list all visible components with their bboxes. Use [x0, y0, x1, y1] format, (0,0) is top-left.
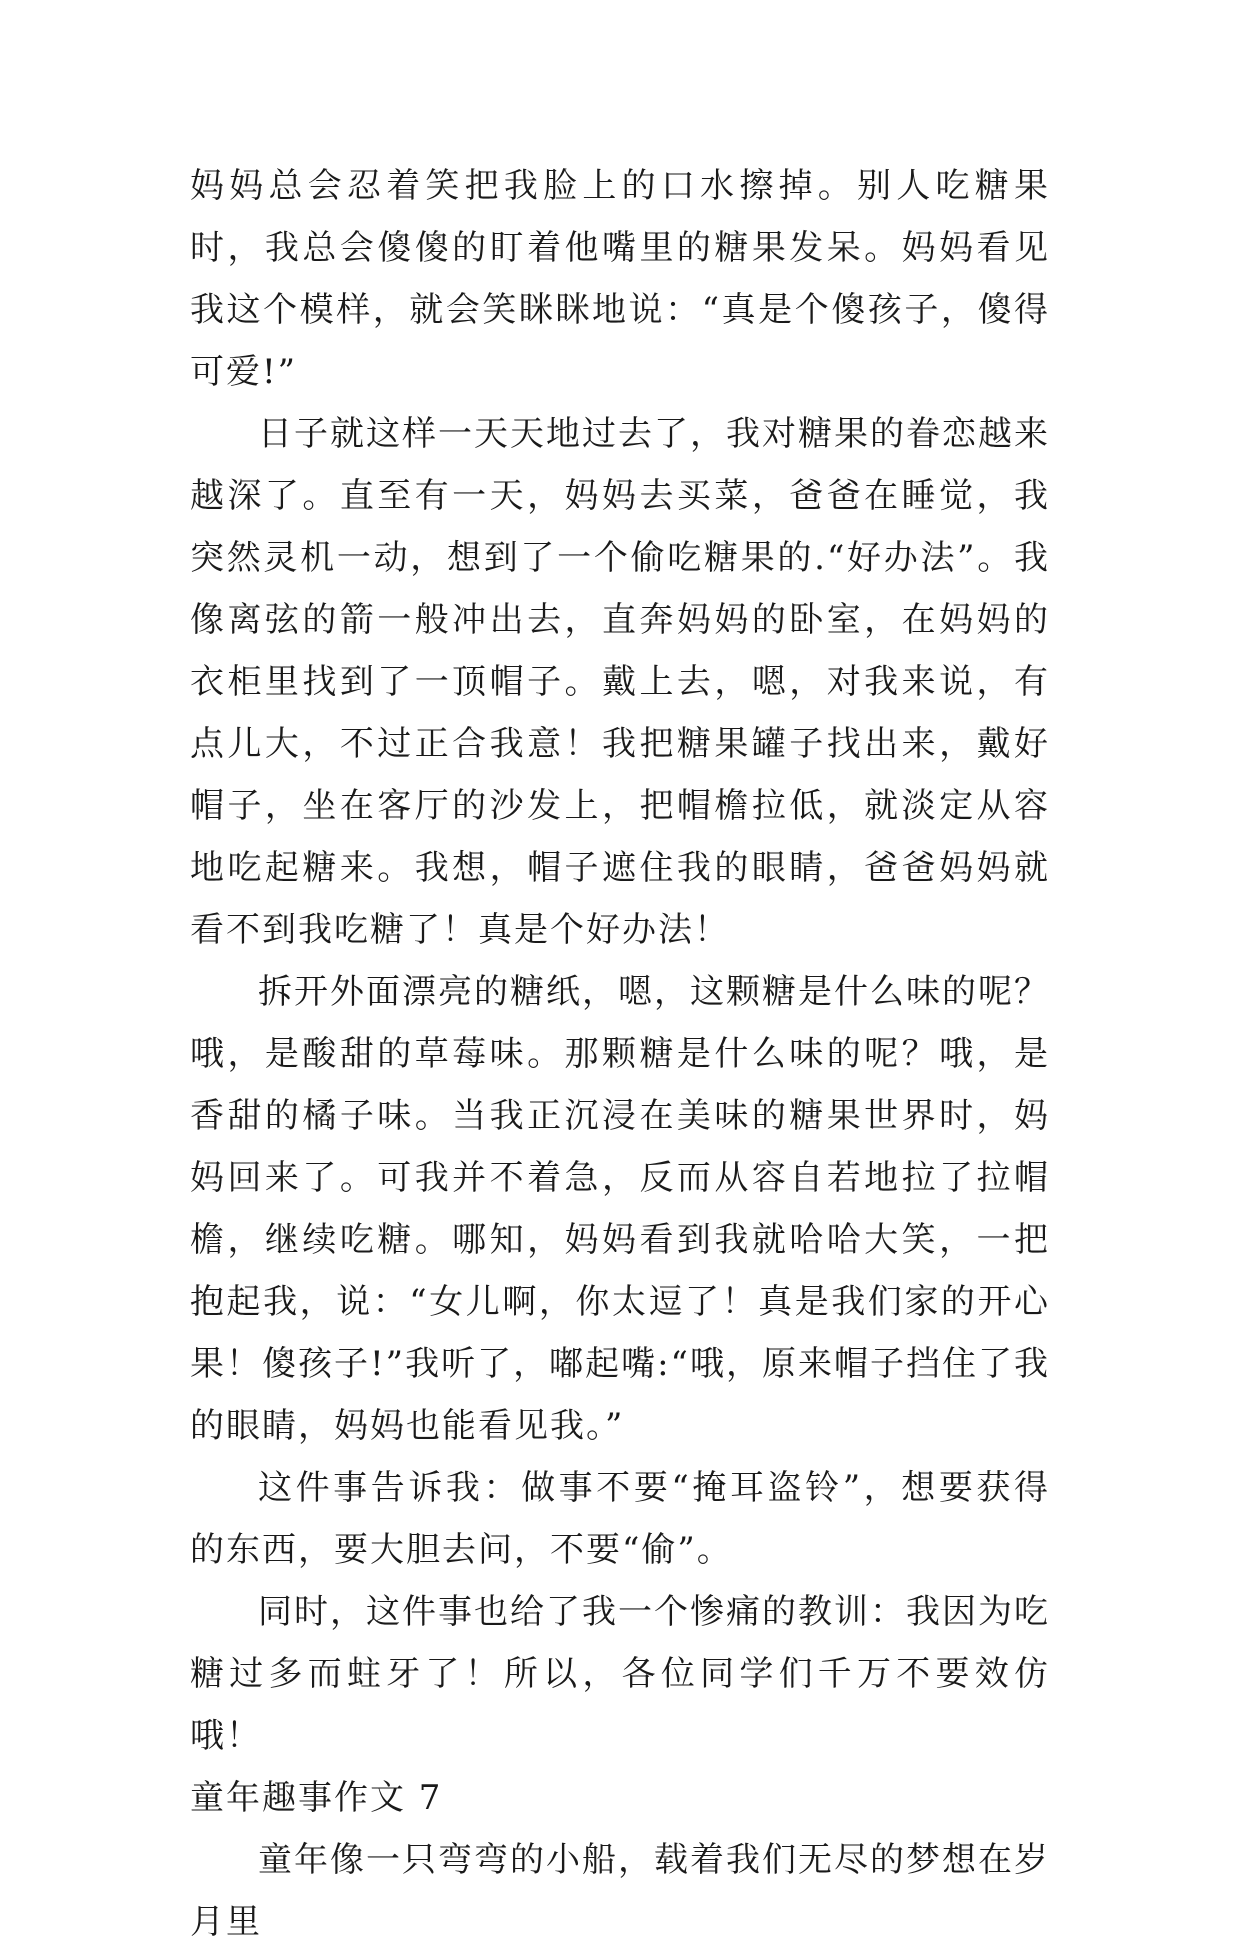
- paragraph-6: 童年像一只弯弯的小船，载着我们无尽的梦想在岁月里: [190, 1840, 1050, 1942]
- paragraph-5: 同时，这件事也给了我一个惨痛的教训：我因为吃糖过多而蛀牙了！所以，各位同学们千万不要效仿哦！: [190, 1592, 1050, 1756]
- paragraph-2: 日子就这样一天天地过去了，我对糖果的眷恋越来越深了。直至有一天，妈妈去买菜，爸爸在睡觉，我突然灵机一动，想到了一个偷吃糖果的.“好办法”。我像离弦的箭一般冲出去，直奔妈妈的卧室，在妈妈的衣柜里找到了一顶帽子。戴上去，嗯，对我来说，有点儿大，不过正合我意！我把糖果罐子找出来，戴好帽子，坐在客厅的沙发上，把帽檐拉低，就淡定从容地吃起糖来。我想，帽子遮住我的眼睛，爸爸妈妈就看不到我吃糖了！真是个好办法！: [190, 414, 1050, 950]
- paragraph-1: 妈妈总会忍着笑把我脸上的口水擦掉。别人吃糖果时，我总会傻傻的盯着他嘴里的糖果发呆。妈妈看见我这个模样，就会笑眯眯地说：“真是个傻孩子，傻得可爱!”: [190, 166, 1050, 392]
- section-heading: 童年趣事作文 7: [190, 1778, 443, 1818]
- paragraph-4: 这件事告诉我：做事不要“掩耳盗铃”，想要获得的东西，要大胆去问，不要“偷”。: [190, 1468, 1050, 1570]
- document-body: [190, 155, 1050, 1953]
- paragraph-3: 拆开外面漂亮的糖纸，嗯，这颗糖是什么味的呢？哦，是酸甜的草莓味。那颗糖是什么味的呢？哦，是香甜的橘子味。当我正沉浸在美味的糖果世界时，妈妈回来了。可我并不着急，反而从容自若地拉了拉帽檐，继续吃糖。哪知，妈妈看到我就哈哈大笑，一把抱起我，说：“女儿啊，你太逗了！真是我们家的开心果！傻孩子!”我听了，嘟起嘴:“哦，原来帽子挡住了我的眼睛，妈妈也能看见我。”: [190, 972, 1050, 1446]
